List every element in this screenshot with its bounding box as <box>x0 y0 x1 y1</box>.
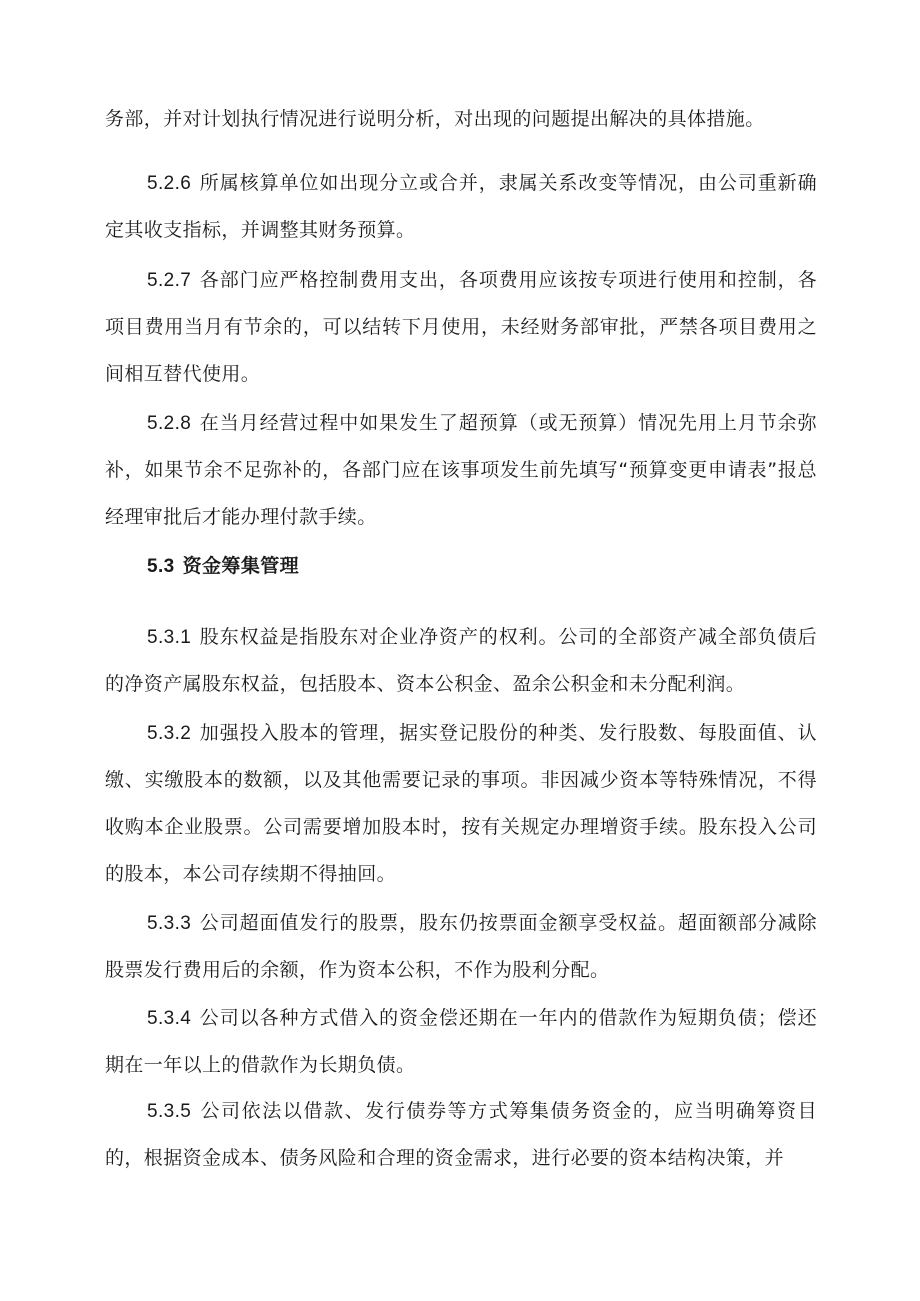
paragraph-text: 资金筹集管理 <box>182 555 300 577</box>
paragraph-number: 5.3 <box>147 556 175 577</box>
paragraph <box>105 900 817 994</box>
paragraph-number: 5.2.7 <box>147 270 192 291</box>
paragraph <box>105 1088 817 1182</box>
paragraph-number: 5.2.6 <box>147 173 192 194</box>
paragraph-number: 5.3.3 <box>147 913 192 934</box>
paragraph-text: 公司依法以借款、发行债券等方式筹集债务资金的，应当明确筹资目的，根据资金成本、债务风险和合理的资金需求，进行必要的资本结构决策，并 <box>105 1100 817 1169</box>
paragraph-number: 5.3.4 <box>147 1008 192 1029</box>
paragraph <box>105 400 817 541</box>
paragraph-number: 5.3.5 <box>147 1101 192 1122</box>
paragraph-text: 股东权益是指股东对企业净资产的权利。公司的全部资产减全部负债后的净资产属股东权益，包括股本、资本公积金、盈余公积金和未分配利润。 <box>105 626 817 695</box>
paragraph-text: 所属核算单位如出现分立或合并，隶属关系改变等情况，由公司重新确定其收支指标，并调整其财务预算。 <box>105 172 817 241</box>
paragraph <box>105 96 817 143</box>
paragraph-text: 各部门应严格控制费用支出，各项费用应该按专项进行使用和控制，各项目费用当月有节余的，可以结转下月使用，未经财务部审批，严禁各项目费用之间相互替代使用。 <box>105 269 817 385</box>
paragraph <box>105 257 817 398</box>
section-heading <box>105 543 817 590</box>
paragraph-text: 公司超面值发行的股票，股东仍按票面金额享受权益。超面额部分减除股票发行费用后的余额，作为资本公积，不作为股利分配。 <box>105 912 817 981</box>
paragraph <box>105 160 817 254</box>
paragraph-text: 务部，并对计划执行情况进行说明分析，对出现的问题提出解决的具体措施。 <box>105 108 765 130</box>
paragraph-number: 5.3.1 <box>147 627 192 648</box>
document-body <box>105 96 817 1216</box>
paragraph-number: 5.3.2 <box>147 723 192 744</box>
paragraph <box>105 614 817 708</box>
paragraph-number: 5.2.8 <box>147 413 192 434</box>
paragraph-text: 公司以各种方式借入的资金偿还期在一年内的借款作为短期负债；偿还期在一年以上的借款作为长期负债。 <box>105 1007 817 1076</box>
paragraph <box>105 995 817 1089</box>
paragraph-text: 在当月经营过程中如果发生了超预算（或无预算）情况先用上月节余弥补，如果节余不足弥补的，各部门应在该事项发生前先填写“预算变更申请表”报总经理审批后才能办理付款手续。 <box>105 412 817 528</box>
paragraph-text: 加强投入股本的管理，据实登记股份的种类、发行股数、每股面值、认缴、实缴股本的数额，以及其他需要记录的事项。非因减少资本等特殊情况，不得收购本企业股票。公司需要增加股本时，按有关规定办理增资手续。股东投入公司的股本，本公司存续期不得抽回。 <box>105 722 817 885</box>
paragraph <box>105 710 817 898</box>
